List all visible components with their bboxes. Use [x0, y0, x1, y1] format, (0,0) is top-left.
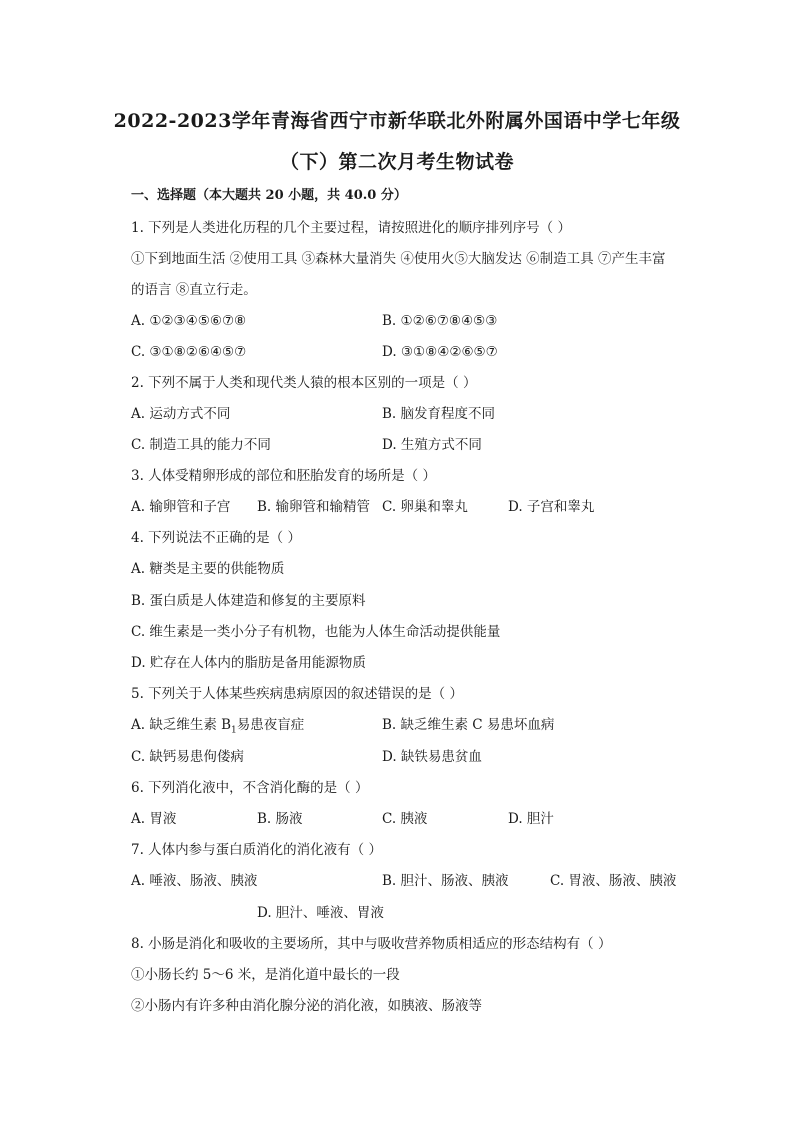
question-3-option-d: D. 子宫和睾丸	[508, 499, 595, 515]
question-5-option-b: B. 缺乏维生素 C 易患坏血病	[382, 717, 555, 733]
question-5-option-c: C. 缺钙易患佝偻病	[131, 749, 244, 765]
question-7-option-d: D. 胆汁、唾液、胃液	[257, 905, 384, 921]
question-4-option-b: B. 蛋白质是人体建造和修复的主要原料	[131, 593, 366, 609]
question-1-option-d: D. ③①⑧④②⑥⑤⑦	[382, 344, 498, 360]
question-8-statement-1: ①小肠长约 5～6 米，是消化道中最长的一段	[131, 967, 400, 983]
question-3-option-c: C. 卵巢和睾丸	[382, 499, 468, 515]
option-a-prefix: A. 缺乏维生素 B	[131, 717, 232, 733]
question-7-option-b: B. 胆汁、肠液、胰液	[382, 873, 509, 889]
question-4-stem: 4. 下列说法不正确的是（ ）	[131, 530, 301, 546]
question-5-option-d: D. 缺铁易患贫血	[382, 749, 482, 765]
question-3-option-b: B. 输卵管和输精管	[257, 499, 371, 515]
question-1-option-b: B. ①②⑥⑦⑧④⑤③	[382, 313, 498, 329]
question-6-option-a: A. 胃液	[131, 811, 177, 827]
question-2-option-b: B. 脑发育程度不同	[382, 406, 496, 422]
question-4-option-c: C. 维生素是一类小分子有机物，也能为人体生命活动提供能量	[131, 624, 501, 640]
question-4-option-a: A. 糖类是主要的供能物质	[131, 561, 285, 577]
question-6-stem: 6. 下列消化液中，不含消化酶的是（ ）	[131, 780, 369, 796]
question-2-option-d: D. 生殖方式不同	[382, 437, 482, 453]
question-7-option-c: C. 胃液、肠液、胰液	[550, 873, 677, 889]
question-1-text: ①下到地面生活 ②使用工具 ③森林大量消失 ④使用火⑤大脑发达 ⑥制造工具 ⑦产生丰富	[131, 251, 666, 267]
option-a-suffix: 易患夜盲症	[236, 717, 305, 733]
exam-title-line1: 2022-2023学年青海省西宁市新华联北外附属外国语中学七年级	[113, 110, 681, 132]
question-3-option-a: A. 输卵管和子宫	[131, 499, 231, 515]
section-heading: 一、选择题（本大题共 20 小题，共 40.0 分）	[131, 188, 407, 203]
question-3-stem: 3. 人体受精卵形成的部位和胚胎发育的场所是（ ）	[131, 468, 436, 484]
subscript-1: 1	[231, 725, 237, 736]
question-6-option-c: C. 胰液	[382, 811, 428, 827]
question-2-stem: 2. 下列不属于人类和现代类人猿的根本区别的一项是（ ）	[131, 375, 477, 391]
question-1-stem: 1. 下列是人类进化历程的几个主要过程，请按照进化的顺序排列序号（ ）	[131, 220, 571, 236]
question-6-option-d: D. 胆汁	[508, 811, 554, 827]
question-7-stem: 7. 人体内参与蛋白质消化的消化液有（ ）	[131, 842, 382, 858]
question-7-option-a: A. 唾液、肠液、胰液	[131, 873, 258, 889]
exam-title-line2: （下）第二次月考生物试卷	[279, 151, 514, 173]
question-8-statement-2: ②小肠内有许多种由消化腺分泌的消化液，如胰液、肠液等	[131, 998, 482, 1014]
question-1-option-a: A. ①②③④⑤⑥⑦⑧	[131, 313, 247, 329]
question-2-option-c: C. 制造工具的能力不同	[131, 437, 271, 453]
question-2-option-a: A. 运动方式不同	[131, 406, 231, 422]
question-5-stem: 5. 下列关于人体某些疾病患病原因的叙述错误的是（ ）	[131, 686, 463, 702]
question-4-option-d: D. 贮存在人体内的脂肪是备用能源物质	[131, 655, 366, 671]
question-8-stem: 8. 小肠是消化和吸收的主要场所，其中与吸收营养物质相适应的形态结构有（ ）	[131, 936, 612, 952]
question-6-option-b: B. 肠液	[257, 811, 303, 827]
question-1-text: 的语言 ⑧直立行走。	[131, 282, 257, 298]
question-5-option-a	[131, 716, 304, 740]
question-1-option-c: C. ③①⑧②⑥④⑤⑦	[131, 344, 247, 360]
